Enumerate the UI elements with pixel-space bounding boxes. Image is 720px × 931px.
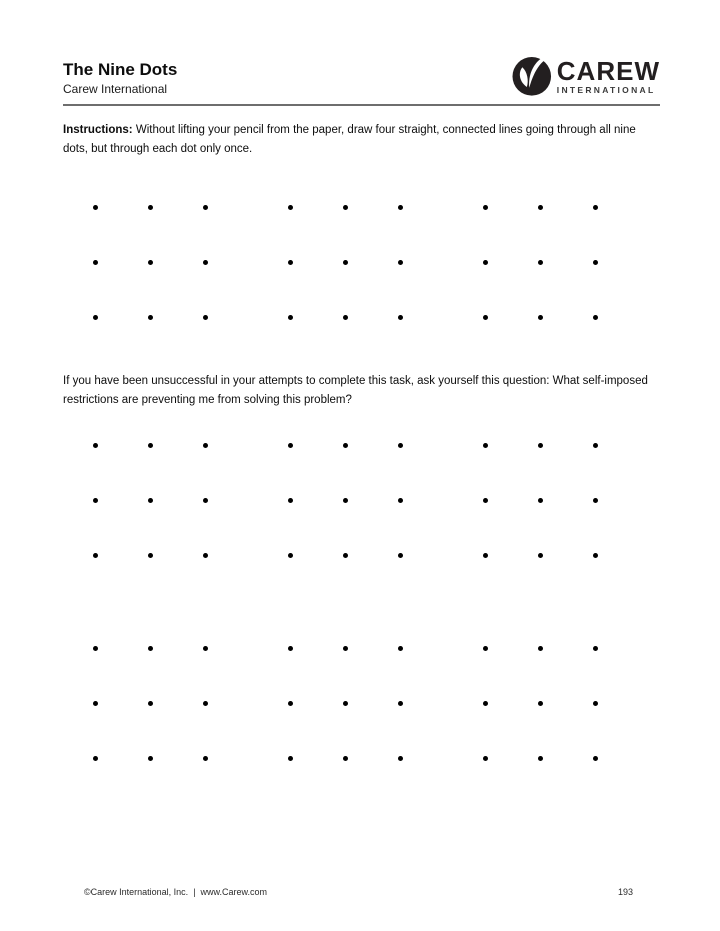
dot [483, 260, 488, 265]
dot [93, 646, 98, 651]
dot [593, 498, 598, 503]
dot [343, 260, 348, 265]
page-header [63, 57, 660, 106]
dot [538, 701, 543, 706]
dot [483, 443, 488, 448]
dot [93, 701, 98, 706]
dot [593, 315, 598, 320]
page-subtitle: Carew International [63, 82, 168, 96]
dot [538, 205, 543, 210]
dot [343, 498, 348, 503]
logo-brand: CAREW [556, 56, 660, 86]
dot [203, 498, 208, 503]
dot [93, 553, 98, 558]
dot [343, 205, 348, 210]
dot [398, 498, 403, 503]
dot [538, 756, 543, 761]
dot [538, 315, 543, 320]
instructions-paragraph [63, 121, 653, 159]
dot [398, 260, 403, 265]
dot [288, 260, 293, 265]
dot [343, 701, 348, 706]
logo-text [557, 58, 660, 95]
dot [203, 646, 208, 651]
dot [343, 646, 348, 651]
nine-dot-grid [288, 443, 403, 558]
nine-dot-grid [483, 443, 598, 558]
dot [343, 553, 348, 558]
dot [343, 443, 348, 448]
dot [93, 756, 98, 761]
dot [538, 498, 543, 503]
nine-dot-grid [483, 646, 598, 761]
dot-section-first [93, 205, 598, 320]
dot [593, 646, 598, 651]
dot [343, 756, 348, 761]
dot [203, 443, 208, 448]
dot [593, 553, 598, 558]
dot [288, 756, 293, 761]
dot [93, 443, 98, 448]
nine-dot-grid [288, 205, 403, 320]
dot [398, 205, 403, 210]
nine-dot-grid [93, 205, 208, 320]
dot [148, 443, 153, 448]
logo-tagline: INTERNATIONAL [556, 85, 656, 95]
dot [288, 443, 293, 448]
dot [288, 315, 293, 320]
footer-copyright: ©Carew International, Inc. [84, 887, 189, 897]
page-title: The Nine Dots [63, 60, 178, 79]
dot [593, 260, 598, 265]
dot [398, 756, 403, 761]
dot [288, 553, 293, 558]
dot [538, 443, 543, 448]
dot [483, 701, 488, 706]
dot [288, 701, 293, 706]
dot [203, 315, 208, 320]
dot [483, 498, 488, 503]
dot [593, 205, 598, 210]
dot [93, 315, 98, 320]
dot [148, 498, 153, 503]
dot [148, 701, 153, 706]
dot [148, 260, 153, 265]
dot [148, 756, 153, 761]
dot [203, 205, 208, 210]
grid-band [93, 646, 598, 761]
dot [538, 260, 543, 265]
dot [203, 553, 208, 558]
dot [288, 498, 293, 503]
dot [483, 553, 488, 558]
dot [288, 205, 293, 210]
nine-dot-grid [288, 646, 403, 761]
dot [483, 205, 488, 210]
dot [148, 553, 153, 558]
dot [483, 315, 488, 320]
dot [483, 756, 488, 761]
page-number: 193 [617, 887, 633, 897]
nine-dot-grid [93, 646, 208, 761]
dot [398, 701, 403, 706]
carew-logo [512, 55, 660, 96]
dot [593, 756, 598, 761]
dot [203, 260, 208, 265]
dot [93, 498, 98, 503]
page-footer [84, 886, 633, 898]
instructions-text: Without lifting your pencil from the paper, draw four straight, connected lines going through all nine dots, but through each dot only once. [63, 124, 636, 155]
dot [398, 315, 403, 320]
dot [148, 315, 153, 320]
dot [93, 205, 98, 210]
dot [398, 553, 403, 558]
dot [203, 756, 208, 761]
dot [148, 646, 153, 651]
footer-left [84, 886, 267, 898]
instructions-label: Instructions: [63, 124, 133, 136]
footer-separator: | [193, 887, 196, 897]
dot [593, 443, 598, 448]
dot [288, 646, 293, 651]
dot [203, 701, 208, 706]
dot [343, 315, 348, 320]
dot [398, 443, 403, 448]
dot [538, 646, 543, 651]
nine-dot-grid [483, 205, 598, 320]
dot [398, 646, 403, 651]
carew-leaf-icon [512, 55, 554, 96]
dot [148, 205, 153, 210]
grid-band [93, 443, 598, 558]
dot [593, 701, 598, 706]
footer-website: www.Carew.com [200, 887, 268, 897]
nine-dot-grid [93, 443, 208, 558]
dot [93, 260, 98, 265]
dot [538, 553, 543, 558]
grid-band [93, 205, 598, 320]
question-paragraph: If you have been unsuccessful in your attempts to complete this task, ask yourself this question: What self-imposed restrictions are preventing me from solving this problem? [63, 375, 648, 406]
dot [483, 646, 488, 651]
title-block [63, 57, 177, 97]
dot-section-second [93, 443, 598, 761]
